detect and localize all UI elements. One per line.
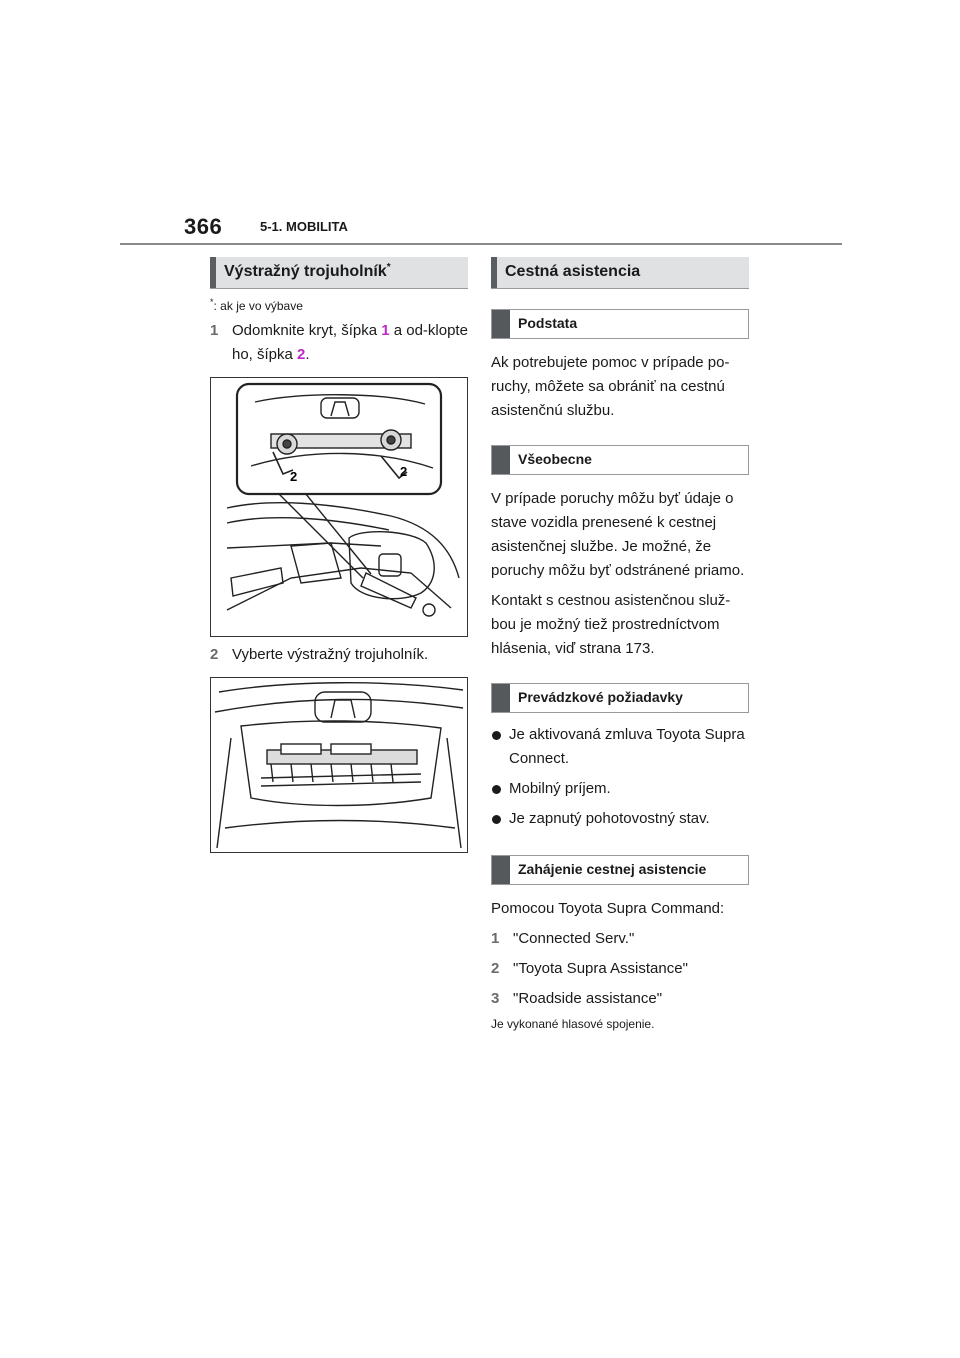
heading-mark: *: [386, 262, 391, 273]
heading-warning-triangle: [210, 257, 468, 289]
subhead-text: Prevádzkové požiadavky: [518, 689, 683, 705]
step-number: 3: [491, 990, 500, 1007]
arrow-number-2: 2: [297, 346, 306, 363]
step-text: "Roadside assistance": [513, 990, 663, 1007]
menu-step-2: [491, 957, 749, 981]
trunk-cover-illustration: [211, 378, 467, 636]
subhead-general: [491, 445, 749, 475]
menu-step-1: [491, 927, 749, 951]
subhead-text: Všeobecne: [518, 451, 592, 467]
step-number: 1: [491, 930, 500, 947]
list-item: Je aktivovaná zmluva Toyota Supra Connect.: [491, 723, 749, 771]
subhead-start-assistance: [491, 855, 749, 885]
heading-roadside-assistance: [491, 257, 749, 289]
paragraph-general-2: Kontakt s cestnou asistenčnou služ-bou je možný tiež prostredníctvom hlásenia, viď strana 173.: [491, 592, 731, 657]
step-text-b: a od-klopte ho, šípka: [232, 322, 468, 363]
subhead-text: Zahájenie cestnej asistencie: [518, 861, 707, 877]
list-item: Je zapnutý pohotovostný stav.: [491, 807, 749, 831]
arrow-label-2-left: 2: [290, 469, 298, 484]
figure-remove-triangle: [210, 677, 468, 853]
subhead-requirements: [491, 683, 749, 713]
step-text-a: Odomknite kryt, šípka: [232, 322, 382, 339]
paragraph-principle: Ak potrebujete pomoc v prípade po-ruchy, môžete sa obrániť na cestnú asistenčnú službu.: [491, 354, 730, 419]
footnote: [210, 297, 468, 313]
figure-unlock-cover: [210, 377, 468, 637]
right-column: [491, 257, 749, 1031]
heading-text: Cestná asistencia: [505, 263, 641, 280]
paragraph-general-1: V prípade poruchy môžu byť údaje o stave vozidla prenesené k cestnej asistenčnej službe. Je možné, že poruchy môžu byť odstránené priamo.: [491, 490, 745, 579]
step-1: [210, 319, 468, 367]
requirements-list: [491, 723, 749, 831]
subhead-principle: [491, 309, 749, 339]
step-text: "Toyota Supra Assistance": [513, 960, 688, 977]
footnote-text: : ak je vo výbave: [213, 299, 303, 313]
warning-triangle-illustration: [211, 678, 467, 852]
menu-step-3: [491, 987, 749, 1011]
subhead-text: Podstata: [518, 315, 578, 331]
step-number: 2: [491, 960, 500, 977]
step-2: [210, 643, 468, 667]
left-column: [210, 257, 468, 853]
step-text: "Connected Serv.": [513, 930, 635, 947]
arrow-label-2-right: 2: [400, 464, 408, 479]
heading-text: Výstražný trojuholník: [224, 263, 387, 280]
step-number: 2: [210, 646, 219, 663]
list-item: Mobilný príjem.: [491, 777, 749, 801]
header-rule: [120, 243, 842, 245]
step-number: 1: [210, 322, 219, 339]
note-voice-connection: Je vykonané hlasové spojenie.: [491, 1017, 655, 1031]
paragraph-command: Pomocou Toyota Supra Command:: [491, 900, 725, 917]
step-text: Vyberte výstražný trojuholník.: [232, 646, 429, 663]
footnote-mark: *: [210, 297, 214, 307]
section-label: 5-1. MOBILITA: [260, 219, 348, 234]
page-number: 366: [184, 214, 223, 239]
arrow-number-1: 1: [381, 322, 390, 339]
step-text-c: .: [305, 346, 310, 363]
